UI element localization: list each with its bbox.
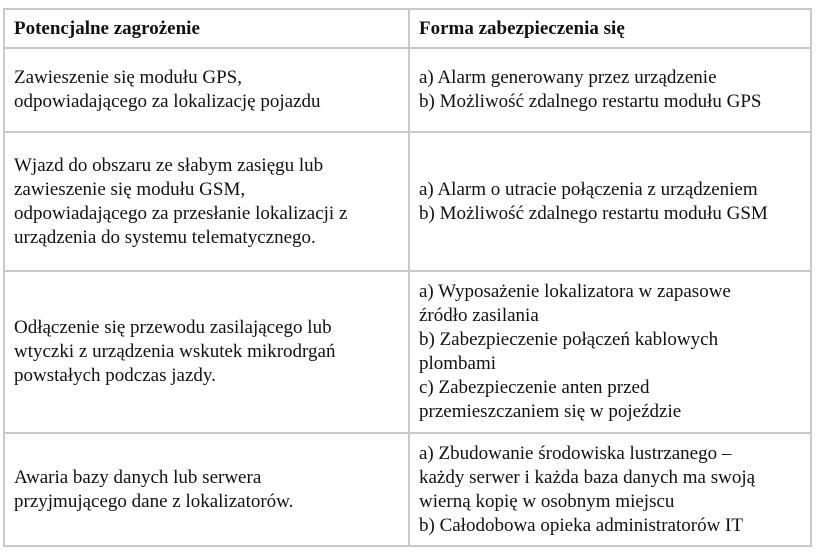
table-header-row [4, 9, 811, 48]
table-row [4, 132, 811, 271]
cell-line: wtyczki z urządzenia wskutek mikrodrgań [14, 341, 336, 362]
cell-line: b) Możliwość zdalnego restartu modułu GPS [419, 91, 762, 112]
cell-line: a) Alarm generowany przez urządzenie [419, 67, 717, 88]
cell-line: Odłączenie się przewodu zasilającego lub [14, 317, 332, 338]
cell-line: wierną kopię w osobnym miejscu [419, 490, 675, 512]
threat-cell [4, 271, 409, 433]
threat-cell [4, 48, 409, 132]
protection-cell [409, 433, 811, 546]
protection-cell [409, 48, 811, 132]
protection-cell [409, 271, 811, 433]
cell-line: przemieszczaniem się w pojeździe [419, 401, 682, 422]
cell-line: źródło zasilania [419, 305, 539, 326]
cell-line: Awaria bazy danych lub serwera [14, 466, 262, 488]
cell-line: a) Zbudowanie środowiska lustrzanego – [419, 442, 732, 464]
cell-line: plombami [419, 353, 497, 374]
threats-table [3, 8, 812, 547]
protection-cell [409, 132, 811, 271]
cell-line: a) Alarm o utracie połączenia z urządzeniem [419, 178, 758, 200]
header-threat: Potencjalne zagrożenie [4, 9, 409, 48]
table-row [4, 271, 811, 433]
cell-line: c) Zabezpieczenie anten przed [419, 377, 650, 398]
cell-line: powstałych podczas jazdy. [14, 365, 216, 386]
cell-line: Zawieszenie się modułu GPS, [14, 67, 242, 88]
cell-line: b) Możliwość zdalnego restartu modułu GSM [419, 202, 768, 224]
cell-line: urządzenia do systemu telematycznego. [14, 226, 316, 248]
threat-cell [4, 433, 409, 546]
cell-line: b) Całodobowa opieka administratorów IT [419, 514, 743, 536]
cell-line: każdy serwer i każda baza danych ma swoją [419, 466, 756, 488]
header-protection: Forma zabezpieczenia się [409, 9, 811, 48]
cell-line: Wjazd do obszaru ze słabym zasięgu lub [14, 154, 324, 176]
cell-line: odpowiadającego za lokalizację pojazdu [14, 91, 321, 112]
cell-line: odpowiadającego za przesłanie lokalizacji z [14, 202, 348, 224]
cell-line: a) Wyposażenie lokalizatora w zapasowe [419, 281, 731, 302]
cell-line: b) Zabezpieczenie połączeń kablowych [419, 329, 719, 350]
cell-line: przyjmującego dane z lokalizatorów. [14, 490, 294, 512]
cell-line: zawieszenie się modułu GSM, [14, 178, 246, 200]
threat-cell [4, 132, 409, 271]
table-row [4, 433, 811, 546]
table-row [4, 48, 811, 132]
